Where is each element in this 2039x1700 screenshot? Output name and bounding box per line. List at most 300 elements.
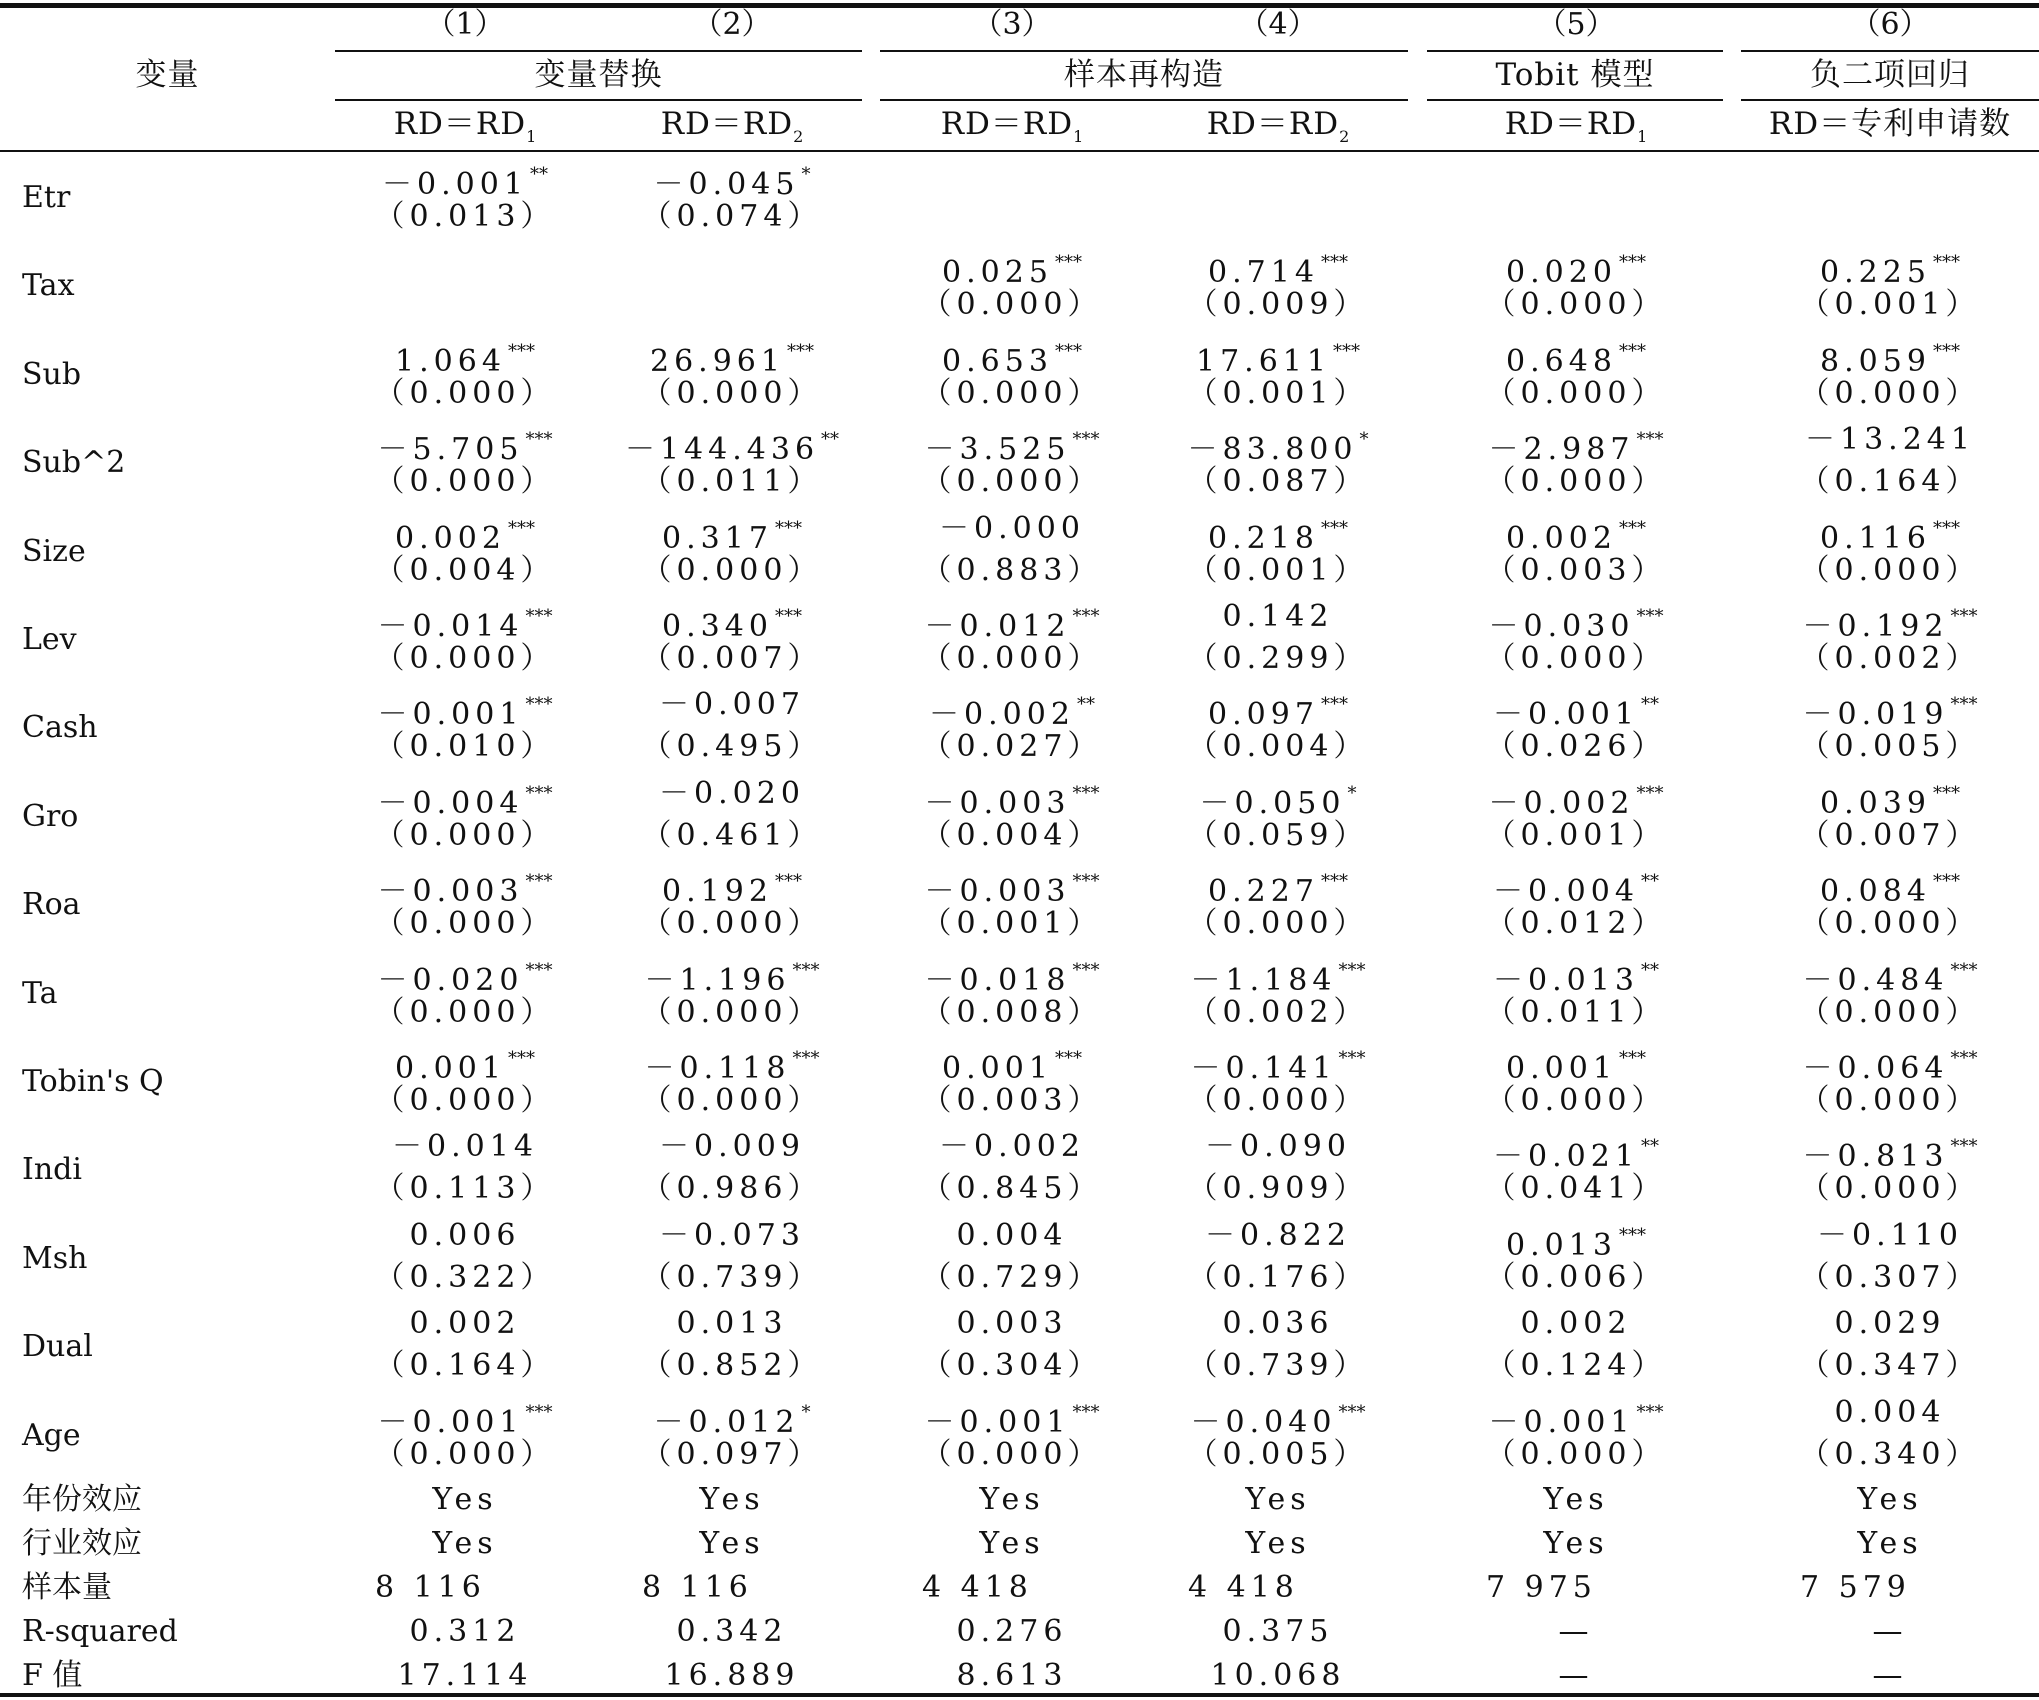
p-value: （0.004） — [921, 817, 1103, 853]
variable-name: Ta — [22, 975, 58, 1011]
dependent-variable-base: RD＝RD — [1504, 106, 1638, 142]
significance-stars: *** — [1950, 1048, 1978, 1069]
coefficient-value: 0.001 — [395, 1051, 506, 1086]
footer-value: Yes — [1245, 1482, 1311, 1517]
coefficient-value: 0.025 — [942, 255, 1053, 291]
variable-name: Age — [22, 1417, 81, 1453]
coefficient-value: －0.003 — [924, 874, 1071, 910]
footer-value: — — [1558, 1658, 1594, 1693]
significance-stars: *** — [1618, 517, 1646, 539]
footer-value: Yes — [1857, 1482, 1923, 1517]
coefficient — [345, 1127, 585, 1167]
significance-stars: ** — [529, 164, 548, 185]
coefficient-value: 0.002 — [1506, 520, 1617, 556]
p-value: （0.003） — [1485, 552, 1667, 588]
p-value: （0.000） — [1187, 906, 1369, 942]
p-value: （0.113） — [374, 1171, 556, 1207]
significance-stars: *** — [1320, 694, 1348, 716]
column-number: （1） — [425, 7, 505, 42]
p-value: （0.124） — [1485, 1348, 1667, 1384]
coefficient-value: －0.002 — [1488, 785, 1635, 821]
dependent-variable-subscript: 2 — [793, 127, 804, 146]
significance-stars: *** — [525, 1401, 553, 1423]
p-value: （0.026） — [1485, 729, 1667, 765]
coefficient-value: 0.006 — [409, 1217, 521, 1253]
variable-column-header: 变量 — [135, 57, 200, 93]
coefficient-value: 8.059 — [1820, 343, 1931, 379]
footer-value: 8 116 — [642, 1570, 753, 1605]
p-value: （0.006） — [1485, 1259, 1667, 1295]
footer-value: Yes — [1543, 1482, 1609, 1517]
p-value: （0.307） — [1799, 1259, 1981, 1295]
coefficient-value: －13.241 — [1805, 422, 1975, 458]
significance-stars: ** — [1640, 871, 1659, 893]
coefficient-value: 0.002 — [395, 520, 506, 556]
column-number: （4） — [1238, 7, 1318, 42]
dependent-variable-base: RD＝RD — [660, 106, 794, 142]
coefficient-value: 0.036 — [1222, 1306, 1334, 1342]
coefficient-value: －0.001 — [1488, 1404, 1635, 1440]
significance-stars: * — [801, 164, 811, 185]
significance-stars: *** — [1636, 606, 1664, 627]
p-value: （0.000） — [1485, 1436, 1667, 1472]
significance-stars: *** — [774, 871, 802, 893]
significance-stars: ** — [1076, 694, 1095, 716]
footer-value: 0.342 — [676, 1614, 788, 1649]
p-value: （0.495） — [641, 729, 823, 765]
coefficient-value: －0.050 — [1199, 785, 1346, 821]
significance-stars: *** — [1072, 1401, 1100, 1423]
footer-label: 行业效应 — [22, 1526, 142, 1561]
p-value: （0.461） — [641, 817, 823, 853]
significance-stars: *** — [525, 694, 553, 716]
p-value: （0.729） — [921, 1259, 1103, 1295]
coefficient-value: －0.813 — [1802, 1139, 1949, 1175]
group-top-rule — [1741, 50, 2039, 52]
group-top-rule — [1427, 50, 1723, 52]
coefficient-value: 0.340 — [662, 609, 773, 644]
p-value: （0.001） — [1187, 375, 1369, 411]
significance-stars: *** — [1338, 1048, 1366, 1069]
p-value: （0.000） — [1799, 906, 1981, 942]
p-value: （0.000） — [1485, 287, 1667, 323]
coefficient-value: －0.007 — [659, 687, 805, 723]
coefficient-value: 0.001 — [942, 1051, 1053, 1086]
p-value: （0.000） — [1799, 552, 1981, 588]
group-top-rule — [335, 50, 862, 52]
p-value: （0.004） — [374, 552, 556, 588]
coefficient — [892, 1216, 1132, 1256]
footer-label: 年份效应 — [22, 1482, 142, 1517]
coefficient — [1158, 597, 1398, 637]
footer-label: F 值 — [22, 1658, 83, 1693]
significance-stars: *** — [1932, 782, 1960, 804]
coefficient — [892, 1304, 1132, 1344]
group-header: 负二项回归 — [1810, 57, 1970, 93]
significance-stars: *** — [1054, 252, 1082, 274]
footer-value: 7 975 — [1486, 1570, 1597, 1605]
p-value: （0.322） — [374, 1259, 556, 1295]
coefficient-value: －0.018 — [924, 962, 1071, 998]
column-number: （2） — [692, 7, 772, 42]
variable-name: Indi — [22, 1152, 82, 1188]
variable-name: Size — [22, 533, 86, 569]
coefficient-value: －0.014 — [392, 1129, 538, 1165]
dependent-variable-label — [1426, 104, 1726, 157]
group-header: Tobit 模型 — [1495, 57, 1655, 93]
coefficient-value: －0.012 — [924, 609, 1071, 644]
dependent-variable-base: RD＝RD — [940, 106, 1074, 142]
p-value: （0.000） — [374, 375, 556, 411]
p-value: （0.087） — [1187, 464, 1369, 500]
coefficient-value: 0.003 — [956, 1306, 1068, 1342]
p-value: （0.013） — [374, 199, 556, 234]
coefficient-value: 0.218 — [1208, 520, 1319, 556]
variable-name: Msh — [22, 1240, 88, 1276]
footer-value: — — [1872, 1614, 1908, 1649]
footer-value: — — [1558, 1614, 1594, 1649]
coefficient — [892, 1127, 1132, 1167]
significance-stars: *** — [792, 1048, 820, 1069]
dependent-variable-subscript: 1 — [1637, 127, 1648, 146]
variable-name: Sub — [22, 356, 82, 392]
coefficient-value: －0.000 — [939, 510, 1085, 546]
column-number: （6） — [1850, 7, 1930, 42]
significance-stars: *** — [1338, 1401, 1366, 1423]
p-value: （0.000） — [641, 552, 823, 588]
significance-stars: *** — [1950, 1136, 1978, 1158]
p-value: （0.003） — [921, 1083, 1103, 1118]
footer-value: Yes — [432, 1482, 498, 1517]
coefficient-value: 17.611 — [1196, 343, 1331, 379]
coefficient — [892, 509, 1132, 549]
coefficient-value: －0.192 — [1802, 609, 1949, 644]
significance-stars: *** — [786, 340, 814, 362]
significance-stars: *** — [1950, 959, 1978, 981]
coefficient-value: 0.192 — [662, 874, 773, 910]
footer-value: Yes — [699, 1482, 765, 1517]
significance-stars: *** — [1320, 871, 1348, 893]
coefficient-value: －0.001 — [924, 1404, 1071, 1440]
significance-stars: *** — [525, 782, 553, 804]
p-value: （0.074） — [641, 199, 823, 234]
significance-stars: *** — [1636, 429, 1664, 451]
p-value: （0.027） — [921, 729, 1103, 765]
variable-name: Roa — [22, 887, 81, 923]
coefficient-value: 0.317 — [662, 520, 773, 556]
significance-stars: *** — [774, 517, 802, 539]
coefficient — [1158, 1127, 1398, 1167]
coefficient-value: －0.012 — [653, 1404, 800, 1440]
significance-stars: *** — [1932, 517, 1960, 539]
variable-name: Lev — [22, 622, 77, 657]
coefficient-value: 0.653 — [942, 343, 1053, 379]
coefficient-value: －0.013 — [1493, 962, 1639, 998]
coefficient-value: －0.030 — [1488, 609, 1635, 644]
variable-name: Tobin's Q — [22, 1064, 164, 1099]
variable-name: Dual — [22, 1329, 93, 1365]
coefficient-value: －0.003 — [377, 874, 524, 910]
coefficient-value: 0.001 — [1506, 1051, 1617, 1086]
significance-stars: *** — [525, 959, 553, 981]
coefficient-value: 0.002 — [409, 1306, 521, 1342]
significance-stars: *** — [792, 959, 820, 981]
coefficient-value: －83.800 — [1187, 432, 1358, 468]
p-value: （0.909） — [1187, 1171, 1369, 1207]
variable-name: Cash — [22, 710, 98, 746]
p-value: （0.007） — [1799, 817, 1981, 853]
footer-value: Yes — [979, 1526, 1045, 1561]
footer-value: 0.375 — [1222, 1614, 1334, 1649]
significance-stars: *** — [1932, 252, 1960, 274]
p-value: （0.000） — [374, 464, 556, 500]
coefficient — [1158, 1304, 1398, 1344]
p-value: （0.000） — [641, 906, 823, 942]
p-value: （0.299） — [1187, 641, 1369, 676]
coefficient-value: 0.004 — [1834, 1394, 1946, 1430]
coefficient-value: 0.097 — [1208, 697, 1319, 733]
p-value: （0.097） — [641, 1436, 823, 1472]
p-value: （0.164） — [374, 1348, 556, 1384]
footer-value: Yes — [979, 1482, 1045, 1517]
significance-stars: * — [801, 1401, 811, 1423]
p-value: （0.000） — [374, 994, 556, 1030]
dependent-variable-subscript: 2 — [1339, 127, 1350, 146]
footer-value: Yes — [1245, 1526, 1311, 1561]
coefficient-value: －0.019 — [1802, 697, 1949, 733]
significance-stars: *** — [507, 1048, 535, 1069]
p-value: （0.005） — [1799, 729, 1981, 765]
group-top-rule — [880, 50, 1408, 52]
p-value: （0.852） — [641, 1348, 823, 1384]
significance-stars: *** — [1072, 606, 1100, 627]
coefficient-value: －0.040 — [1190, 1404, 1337, 1440]
coefficient-value: 0.142 — [1222, 599, 1334, 634]
significance-stars: *** — [1072, 429, 1100, 451]
group-bottom-rule — [335, 99, 862, 101]
coefficient-value: －0.118 — [644, 1051, 791, 1086]
coefficient-value: 0.225 — [1820, 255, 1931, 291]
significance-stars: *** — [1054, 1048, 1082, 1069]
significance-stars: *** — [1950, 606, 1978, 627]
coefficient-value: －0.021 — [1493, 1139, 1639, 1175]
significance-stars: *** — [525, 606, 553, 627]
dependent-variable-subscript: 1 — [1073, 127, 1084, 146]
dependent-variable-base: RD＝RD — [393, 106, 527, 142]
coefficient-value: 0.013 — [1506, 1227, 1617, 1263]
coefficient-value: －5.705 — [377, 432, 524, 468]
significance-stars: *** — [1054, 340, 1082, 362]
group-bottom-rule — [880, 99, 1408, 101]
coefficient-value: －0.009 — [659, 1129, 805, 1165]
significance-stars: *** — [1636, 782, 1664, 804]
coefficient — [612, 774, 852, 814]
footer-value: 8 116 — [375, 1570, 486, 1605]
p-value: （0.347） — [1799, 1348, 1981, 1384]
p-value: （0.001） — [1799, 287, 1981, 323]
p-value: （0.000） — [1799, 1083, 1981, 1118]
coefficient — [345, 1304, 585, 1344]
significance-stars: * — [1359, 429, 1369, 451]
dependent-variable-label — [582, 104, 882, 157]
dependent-variable-label — [315, 104, 615, 157]
coefficient-value: －0.822 — [1205, 1217, 1351, 1253]
group-bottom-rule — [1741, 99, 2039, 101]
group-header: 样本再构造 — [1064, 57, 1224, 93]
p-value: （0.000） — [1485, 1083, 1667, 1118]
coefficient-value: －0.001 — [382, 167, 528, 202]
dependent-variable-base: RD＝专利申请数 — [1768, 106, 2012, 142]
footer-value: 0.312 — [409, 1614, 521, 1649]
significance-stars: *** — [507, 517, 535, 539]
p-value: （0.000） — [374, 817, 556, 853]
coefficient-value: －0.064 — [1802, 1051, 1949, 1086]
significance-stars: *** — [1072, 782, 1100, 804]
significance-stars: *** — [1636, 1401, 1664, 1423]
coefficient-value: 26.961 — [650, 343, 785, 379]
coefficient-value: 0.648 — [1506, 343, 1617, 379]
coefficient-value: 0.004 — [956, 1217, 1068, 1253]
coefficient-value: －1.196 — [644, 962, 791, 998]
coefficient-value: －0.001 — [377, 1404, 524, 1440]
coefficient-value: －2.987 — [1488, 432, 1635, 468]
p-value: （0.041） — [1485, 1171, 1667, 1207]
significance-stars: *** — [1338, 959, 1366, 981]
significance-stars: *** — [1332, 340, 1360, 362]
significance-stars: ** — [1640, 959, 1659, 981]
dependent-variable-label — [1128, 104, 1428, 157]
coefficient-value: －1.184 — [1190, 962, 1337, 998]
p-value: （0.002） — [1799, 641, 1981, 676]
coefficient — [1770, 420, 2010, 460]
group-bottom-rule — [1427, 99, 1723, 101]
p-value: （0.000） — [921, 464, 1103, 500]
p-value: （0.011） — [641, 464, 823, 500]
p-value: （0.000） — [641, 1083, 823, 1118]
coefficient-value: －0.004 — [1493, 874, 1639, 910]
p-value: （0.001） — [1485, 817, 1667, 853]
p-value: （0.176） — [1187, 1259, 1369, 1295]
p-value: （0.011） — [1485, 994, 1667, 1030]
p-value: （0.008） — [921, 994, 1103, 1030]
footer-value: Yes — [699, 1526, 765, 1561]
coefficient-value: 0.039 — [1820, 785, 1931, 821]
coefficient — [1770, 1216, 2010, 1256]
coefficient-value: －0.020 — [659, 775, 805, 811]
footer-value: 7 579 — [1800, 1570, 1911, 1605]
p-value: （0.009） — [1187, 287, 1369, 323]
coefficient-value: －0.110 — [1817, 1217, 1963, 1253]
footer-value: 4 418 — [922, 1570, 1033, 1605]
coefficient — [612, 685, 852, 725]
p-value: （0.883） — [921, 552, 1103, 588]
p-value: （0.059） — [1187, 817, 1369, 853]
footer-value: 17.114 — [397, 1658, 533, 1693]
p-value: （0.000） — [1799, 1171, 1981, 1207]
significance-stars: ** — [821, 429, 840, 451]
coefficient-value: 0.116 — [1820, 520, 1931, 556]
p-value: （0.010） — [374, 729, 556, 765]
p-value: （0.000） — [374, 1436, 556, 1472]
coefficient-value: 0.714 — [1208, 255, 1319, 291]
p-value: （0.002） — [1187, 994, 1369, 1030]
significance-stars: *** — [1618, 1048, 1646, 1069]
coefficient-value: －0.484 — [1802, 962, 1949, 998]
p-value: （0.000） — [374, 906, 556, 942]
p-value: （0.340） — [1799, 1436, 1981, 1472]
significance-stars: * — [1347, 782, 1357, 804]
significance-stars: *** — [1932, 340, 1960, 362]
significance-stars: *** — [1932, 871, 1960, 893]
coefficient-value: －0.002 — [929, 697, 1075, 733]
p-value: （0.000） — [1485, 464, 1667, 500]
coefficient-value: 0.029 — [1834, 1306, 1946, 1342]
coefficient-value: 0.227 — [1208, 874, 1319, 910]
significance-stars: *** — [525, 871, 553, 893]
group-header: 变量替换 — [534, 57, 663, 93]
coefficient-value: －3.525 — [924, 432, 1071, 468]
dependent-variable-label — [862, 104, 1162, 157]
coefficient — [345, 1216, 585, 1256]
p-value: （0.845） — [921, 1171, 1103, 1207]
p-value: （0.000） — [374, 641, 556, 676]
coefficient-value: －0.003 — [924, 785, 1071, 821]
p-value: （0.007） — [641, 641, 823, 676]
dependent-variable-label — [1740, 104, 2039, 144]
footer-value: 4 418 — [1188, 1570, 1299, 1605]
p-value: （0.000） — [1187, 1083, 1369, 1118]
footer-value: Yes — [432, 1526, 498, 1561]
coefficient-value: －0.045 — [653, 167, 800, 202]
p-value: （0.001） — [1187, 552, 1369, 588]
coefficient — [612, 1127, 852, 1167]
footer-value: 10.068 — [1210, 1658, 1346, 1693]
coefficient-value: －144.436 — [624, 432, 820, 468]
p-value: （0.304） — [921, 1348, 1103, 1384]
significance-stars: *** — [1618, 1224, 1646, 1246]
p-value: （0.004） — [1187, 729, 1369, 765]
dependent-variable-base: RD＝RD — [1206, 106, 1340, 142]
p-value: （0.000） — [921, 641, 1103, 676]
variable-name: Etr — [22, 180, 71, 215]
coefficient-value: 1.064 — [395, 343, 506, 379]
variable-name: Gro — [22, 798, 79, 834]
p-value: （0.005） — [1187, 1436, 1369, 1472]
p-value: （0.986） — [641, 1171, 823, 1207]
footer-value: 0.276 — [956, 1614, 1068, 1649]
significance-stars: *** — [507, 340, 535, 362]
footer-value: 8.613 — [956, 1658, 1068, 1693]
coefficient — [612, 1304, 852, 1344]
coefficient-value: 0.020 — [1506, 255, 1617, 291]
coefficient-value: －0.001 — [377, 697, 524, 733]
p-value: （0.164） — [1799, 464, 1981, 500]
footer-value: Yes — [1857, 1526, 1923, 1561]
p-value: （0.000） — [1799, 375, 1981, 411]
coefficient-value: －0.090 — [1205, 1129, 1351, 1165]
coefficient-value: －0.002 — [939, 1129, 1085, 1165]
significance-stars: *** — [1618, 252, 1646, 274]
coefficient-value: －0.073 — [659, 1217, 805, 1253]
coefficient-value: 0.002 — [1520, 1306, 1632, 1342]
coefficient — [1456, 1304, 1696, 1344]
p-value: （0.000） — [921, 375, 1103, 411]
coefficient-value: －0.014 — [377, 609, 524, 644]
p-value: （0.000） — [641, 375, 823, 411]
coefficient-value: －0.020 — [377, 962, 524, 998]
p-value: （0.000） — [1485, 375, 1667, 411]
p-value: （0.000） — [374, 1083, 556, 1118]
